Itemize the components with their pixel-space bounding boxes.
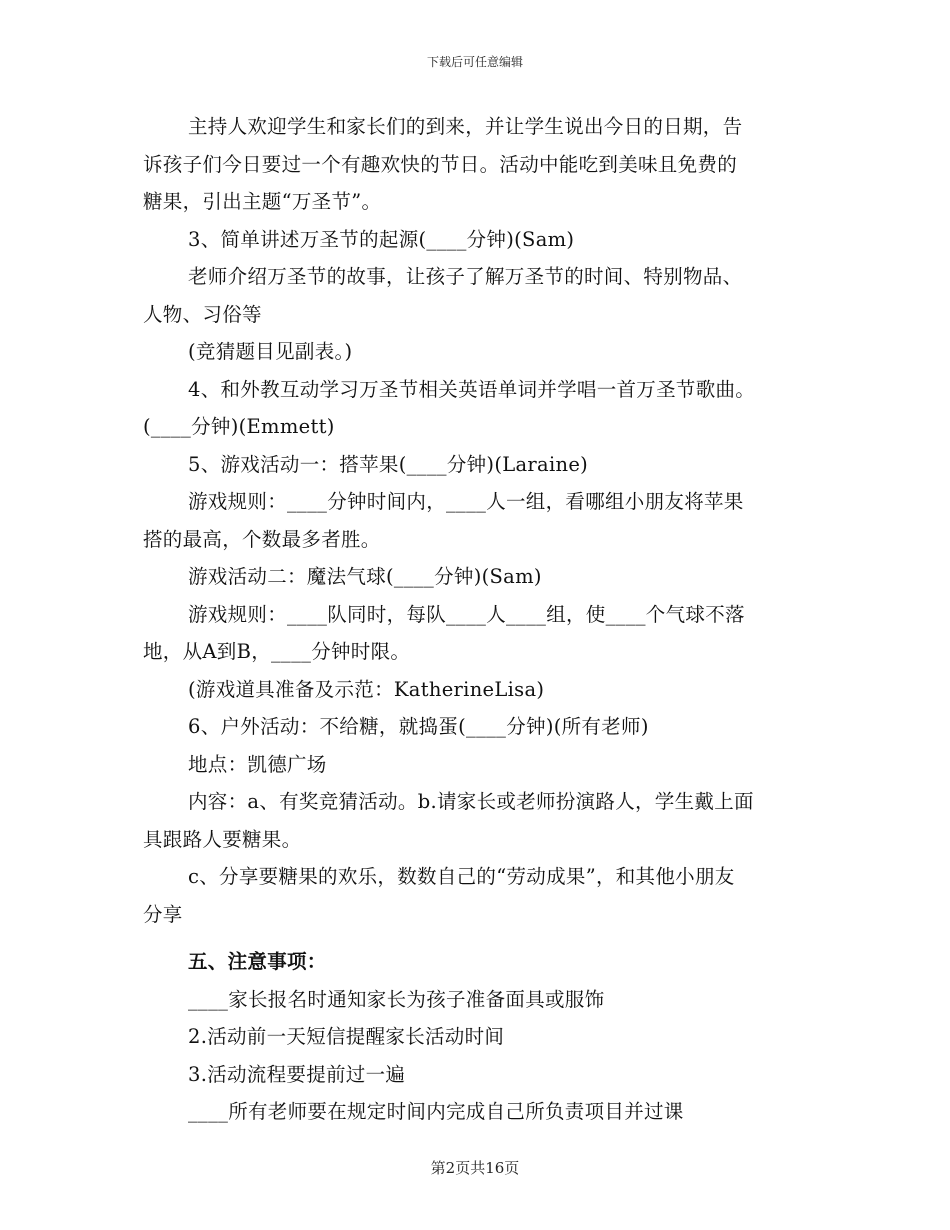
- paragraph-line: 地点：凯德广场: [188, 752, 327, 776]
- section-heading-5: 5、游戏活动一：搭苹果(____分钟)(Laraine): [188, 452, 589, 476]
- paragraph-line: 游戏规则：____分钟时间内，____人一组，看哪组小朋友将苹果: [188, 490, 744, 513]
- paragraph-line: 搭的最高，个数最多者胜。: [143, 527, 381, 551]
- paragraph-line: 主持人欢迎学生和家长们的到来，并让学生说出今日的日期，告: [188, 115, 743, 138]
- page-footer: 第2页共16页: [430, 1159, 520, 1177]
- document-body: [143, 108, 808, 1131]
- section-heading-4: 4、和外教互动学习万圣节相关英语单词并学唱一首万圣节歌曲。: [188, 377, 756, 401]
- paragraph-line: 内容：a、有奖竞猜活动。b.请家长或老师扮演路人，学生戴上面: [188, 790, 754, 813]
- paragraph-line: 糖果，引出主题“万圣节”。: [143, 190, 382, 213]
- paragraph-line: 游戏规则：____队同时，每队____人____组，使____个气球不落: [188, 602, 745, 626]
- section-heading-6: 6、户外活动：不给糖，就捣蛋(____分钟)(所有老师): [188, 715, 649, 738]
- section-heading-notes: 五、注意事项：: [188, 950, 327, 973]
- paragraph-line: 地，从A到B，____分钟时限。: [143, 640, 411, 663]
- paragraph-line: 具跟路人要糖果。: [143, 827, 302, 851]
- paragraph-line: (____分钟)(Emmett): [143, 415, 335, 438]
- paragraph-line: ____所有老师要在规定时间内完成自己所负责项目并过课: [188, 1100, 684, 1123]
- paragraph-line: 诉孩子们今日要过一个有趣欢快的节日。活动中能吃到美味且免费的: [143, 152, 738, 176]
- paragraph-line: 分享: [143, 902, 183, 926]
- paragraph-line: ____家长报名时通知家长为孩子准备面具或服饰: [188, 987, 605, 1011]
- paragraph-line: c、分享要糖果的欢乐，数数自己的“劳动成果”，和其他小朋友: [188, 865, 735, 888]
- section-heading-3: 3、简单讲述万圣节的起源(____分钟)(Sam): [188, 227, 575, 251]
- page-header: 下载后可任意编辑: [426, 55, 523, 69]
- paragraph-line: (竞猜题目见副表。): [188, 340, 353, 363]
- paragraph-line: 游戏活动二：魔法气球(____分钟)(Sam): [188, 565, 542, 588]
- paragraph-line: 老师介绍万圣节的故事，让孩子了解万圣节的时间、特别物品、: [188, 265, 743, 288]
- paragraph-line: 2.活动前一天短信提醒家长活动时间: [188, 1025, 505, 1048]
- paragraph-line: (游戏道具准备及示范：KatherineLisa): [188, 677, 545, 701]
- paragraph-line: 3.活动流程要提前过一遍: [188, 1062, 406, 1086]
- paragraph-line: 人物、习俗等: [143, 302, 262, 326]
